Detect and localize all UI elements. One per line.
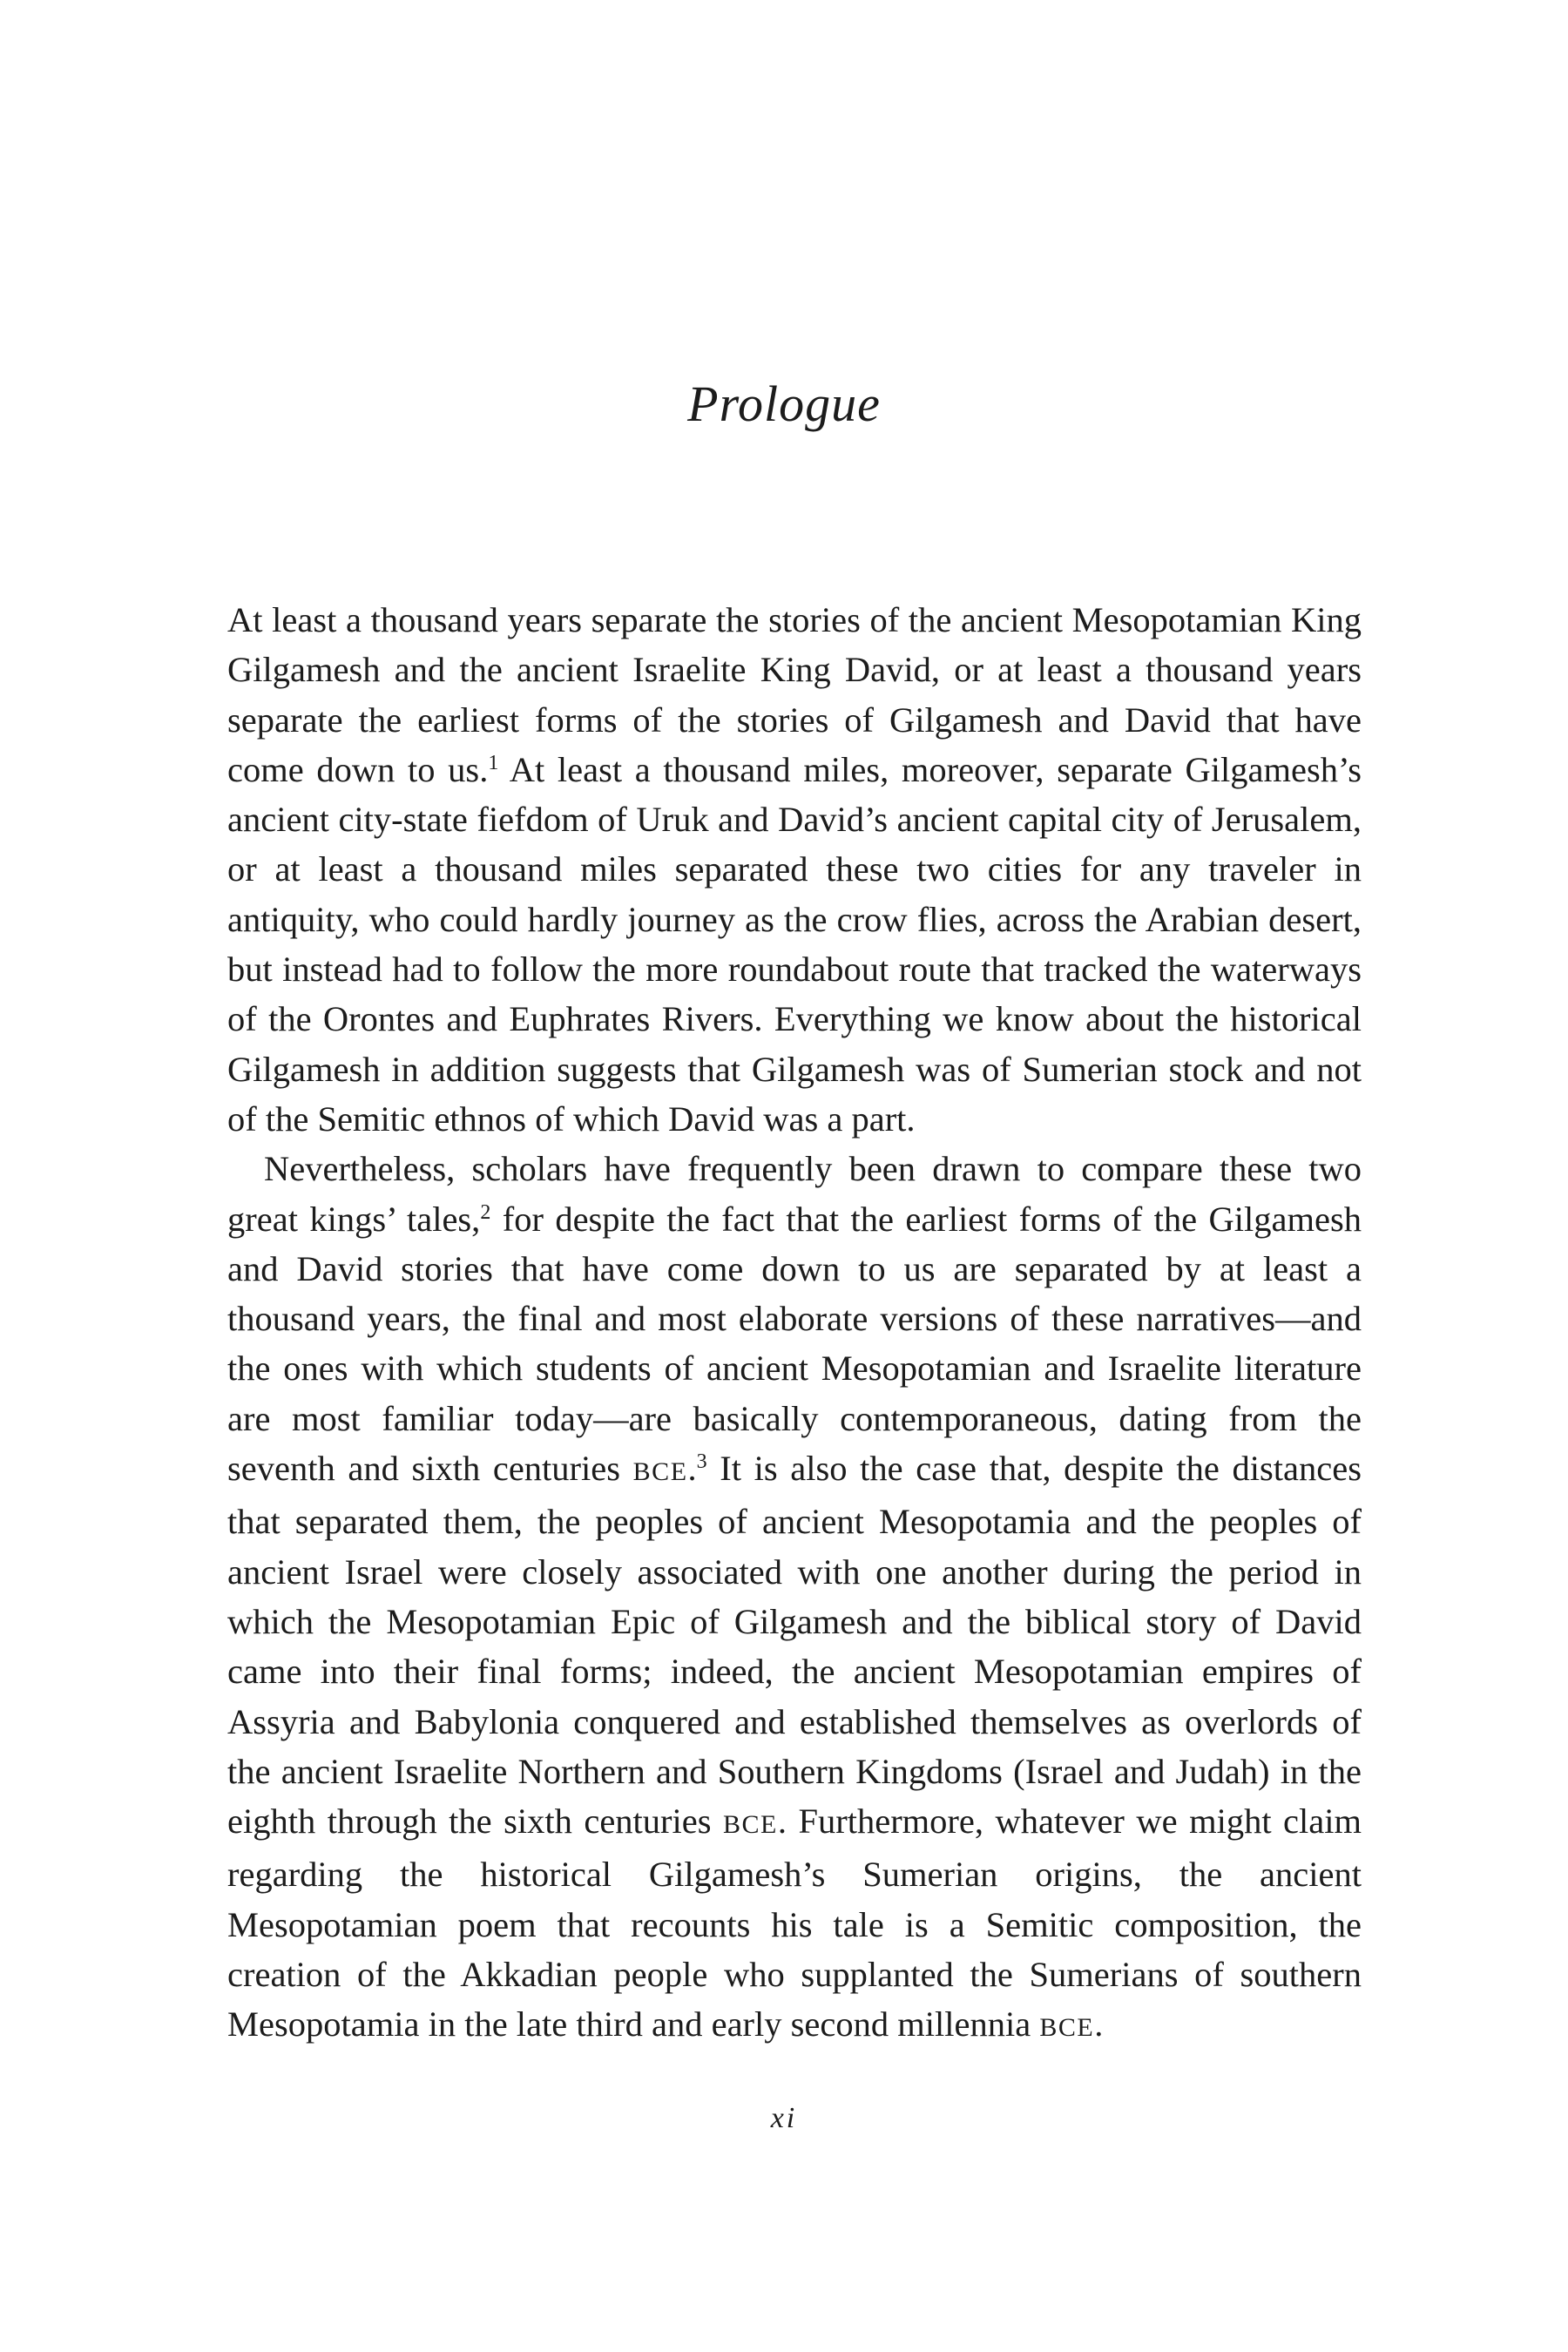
paragraph-text: Nevertheless, scholars have frequently been drawn to compare these two great kings’ tales,	[227, 1149, 1362, 1239]
paragraph-text: . Furthermore, whatever we might claim regarding the historical Gilgamesh’s Sumerian origins, the ancient Mesopotamian poem that recounts his tale is a Semitic composition, the creation of the Akkadian people who supplanted the Sumerians of southern Mesopotamia in the late third and early second millennia	[227, 1801, 1362, 2044]
paragraph-text: At least a thousand miles, moreover, separate Gilgamesh’s ancient city-state fiefdom of Uruk and David’s ancient capital city of Jerusalem, or at least a thousand miles separated these two cities for any traveler in antiquity, who could hardly journey as the crow flies, across the Arabian desert, but instead had to follow the more roundabout route that tracked the waterways of the Orontes and Euphrates Rivers. Everything we know about the historical Gilgamesh in addition suggests that Gilgamesh was of Sumerian stock and not of the Semitic ethnos of which David was a part.	[227, 749, 1362, 1139]
body-text	[227, 595, 1362, 2053]
page-number: xi	[770, 2102, 798, 2134]
paragraph	[227, 595, 1362, 1144]
chapter-title: Prologue	[687, 375, 881, 432]
footnote-marker[interactable]: 1	[488, 751, 499, 774]
era-abbreviation: BCE	[1039, 2013, 1095, 2043]
paragraph-text: for despite the fact that the earliest forms of the Gilgamesh and David stories that have come down to us are separated by at least a thousand years, the final and most elaborate versions of these narratives—and the ones with which students of ancient Mesopotamian and Israelite literature are most familiar today—are basically contemporaneous, dating from the seventh and sixth centuries	[227, 1199, 1362, 1489]
paragraph-text: At least a thousand years separate the stories of the ancient Mesopotamian King Gilgamesh and the ancient Israelite King David, or at least a thousand years separate the earliest forms of the stories of Gilgamesh and David that have come down to us.	[227, 600, 1362, 789]
footnote-marker[interactable]: 3	[696, 1450, 707, 1474]
paragraph	[227, 1144, 1362, 2052]
era-abbreviation: BCE	[723, 1810, 778, 1840]
footnote-marker[interactable]: 2	[480, 1200, 491, 1224]
paragraph-text: .	[687, 1449, 697, 1489]
era-abbreviation: BCE	[632, 1457, 688, 1487]
paragraph-text: .	[1094, 2004, 1104, 2044]
paragraph-text: It is also the case that, despite the distances that separated them, the peoples of ancient Mesopotamia and the peoples of ancient Israel were closely associated with one another during the period in which the Mesopotamian Epic of Gilgamesh and the biblical story of David came into their final forms; indeed, the ancient Mesopotamian empires of Assyria and Babylonia conquered and established themselves as overlords of the ancient Israelite Northern and Southern Kingdoms (Israel and Judah) in the eighth through the sixth centuries	[227, 1449, 1362, 1842]
